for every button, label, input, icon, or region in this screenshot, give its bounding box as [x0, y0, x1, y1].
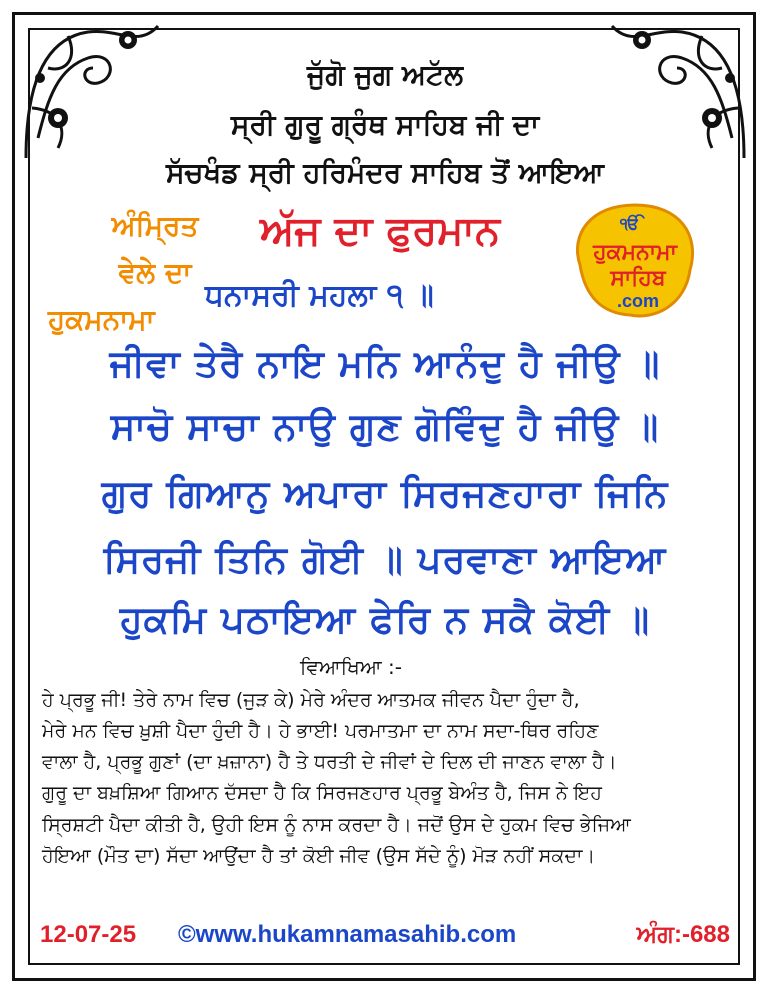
corner-ornament-icon: [18, 18, 168, 168]
logo-line-3: .com: [616, 291, 660, 311]
logo-line-2: ਸਾਹਿਬ: [610, 266, 666, 291]
vyakhya-label: ਵਿਆਖਿਆ :-: [300, 655, 402, 679]
corner-ornament-icon: [602, 18, 752, 168]
footer-ang: ਅੰਗ:-688: [636, 921, 730, 948]
footer-website-link[interactable]: ©www.hukamnamasahib.com: [178, 921, 517, 948]
gurbani-line: ਸਿਰਜੀ ਤਿਨਿ ਗੋਈ ॥ ਪਰਵਾਣਾ ਆਇਆ: [103, 538, 667, 581]
header-line-1: ਜੁੱਗੋ ਜੁਗ ਅਟੱਲ: [307, 58, 463, 91]
vyakhya-line: ਹੇ ਪ੍ਰਭੂ ਜੀ! ਤੇਰੇ ਨਾਮ ਵਿਚ (ਜੁੜ ਕੇ) ਮੇਰੇ ਅੰਦਰ ਆਤਮਕ ਜੀਵਨ ਪੈਦਾ ਹੁੰਦਾ ਹੈ,: [42, 689, 580, 711]
side-label: [48, 202, 240, 343]
gurbani-line: ਸਾਚੋ ਸਾਚਾ ਨਾਉ ਗੁਣ ਗੋਵਿੰਦੁ ਹੈ ਜੀਉ ॥: [110, 405, 660, 448]
header-line-3: ਸੱਚਖੰਡ ਸ੍ਰੀ ਹਰਿਮੰਦਰ ਸਾਹਿਬ ਤੋਂ ਆਇਆ: [165, 156, 605, 189]
footer-date: 12-07-25: [40, 921, 137, 948]
side-label-line-3: ਹੁਕਮਨਾਮਾ: [48, 303, 155, 336]
vyakhya-line: ਗੁਰੂ ਦਾ ਬਖ਼ਸ਼ਿਆ ਗਿਆਨ ਦੱਸਦਾ ਹੈ ਕਿ ਸਿਰਜਣਹਾਰ ਪ੍ਰਭੂ ਬੇਅੰਤ ਹੈ, ਜਿਸ ਨੇ ਇਹ: [42, 782, 602, 804]
gurbani-line: ਹੁਕਮਿ ਪਠਾਇਆ ਫੇਰਿ ਨ ਸਕੈ ਕੋਈ ॥: [119, 598, 651, 641]
vyakhya-line: ਸ੍ਰਿਸ਼ਟੀ ਪੈਦਾ ਕੀਤੀ ਹੈ, ਉਹੀ ਇਸ ਨੂੰ ਨਾਸ ਕਰਦਾ ਹੈ। ਜਦੋਂ ਉਸ ਦੇ ਹੁਕਮ ਵਿਚ ਭੇਜਿਆ: [42, 814, 631, 836]
ek-onkar-icon: ੴ: [620, 214, 640, 233]
header-line-2: ਸ੍ਰੀ ਗੁਰੂ ਗ੍ਰੰਥ ਸਾਹਿਬ ਜੀ ਦਾ: [230, 108, 540, 141]
gurbani-line: ਜੀਵਾ ਤੇਰੈ ਨਾਇ ਮਨਿ ਆਨੰਦੁ ਹੈ ਜੀਉ ॥: [109, 342, 661, 385]
logo-line-1: ਹੁਕਮਨਾਮਾ: [593, 240, 677, 265]
footer: [40, 921, 730, 955]
side-label-line-1: ਅੰਮ੍ਰਿਤ: [111, 209, 199, 242]
side-label-line-2: ਵੇਲੇ ਦਾ: [118, 256, 192, 289]
vyakhya-line: ਵਾਲਾ ਹੈ, ਪ੍ਰਭੂ ਗੁਣਾਂ (ਦਾ ਖ਼ਜ਼ਾਨਾ) ਹੈ ਤੇ ਧਰਤੀ ਦੇ ਜੀਵਾਂ ਦੇ ਦਿਲ ਦੀ ਜਾਣਨ ਵਾਲਾ ਹੈ।: [42, 751, 617, 773]
page-title: ਅੱਜ ਦਾ ਫੁਰਮਾਨ: [260, 208, 500, 254]
gurbani-line: ਗੁਰ ਗਿਆਨੁ ਅਪਾਰਾ ਸਿਰਜਣਹਾਰਾ ਜਿਨਿ: [101, 472, 669, 515]
site-logo: [560, 195, 710, 330]
vyakhya-line: ਮੇਰੇ ਮਨ ਵਿਚ ਖ਼ੁਸ਼ੀ ਪੈਦਾ ਹੁੰਦੀ ਹੈ। ਹੇ ਭਾਈ! ਪਰਮਾਤਮਾ ਦਾ ਨਾਮ ਸਦਾ-ਥਿਰ ਰਹਿਣ: [42, 720, 599, 742]
raag-heading: ਧਨਾਸਰੀ ਮਹਲਾ ੧ ॥: [205, 278, 434, 313]
vyakhya-line: ਹੋਇਆ (ਮੌਤ ਦਾ) ਸੱਦਾ ਆਉਂਦਾ ਹੈ ਤਾਂ ਕੋਈ ਜੀਵ (ਉਸ ਸੱਦੇ ਨੂੰ) ਮੋੜ ਨਹੀਂ ਸਕਦਾ।: [42, 845, 596, 867]
